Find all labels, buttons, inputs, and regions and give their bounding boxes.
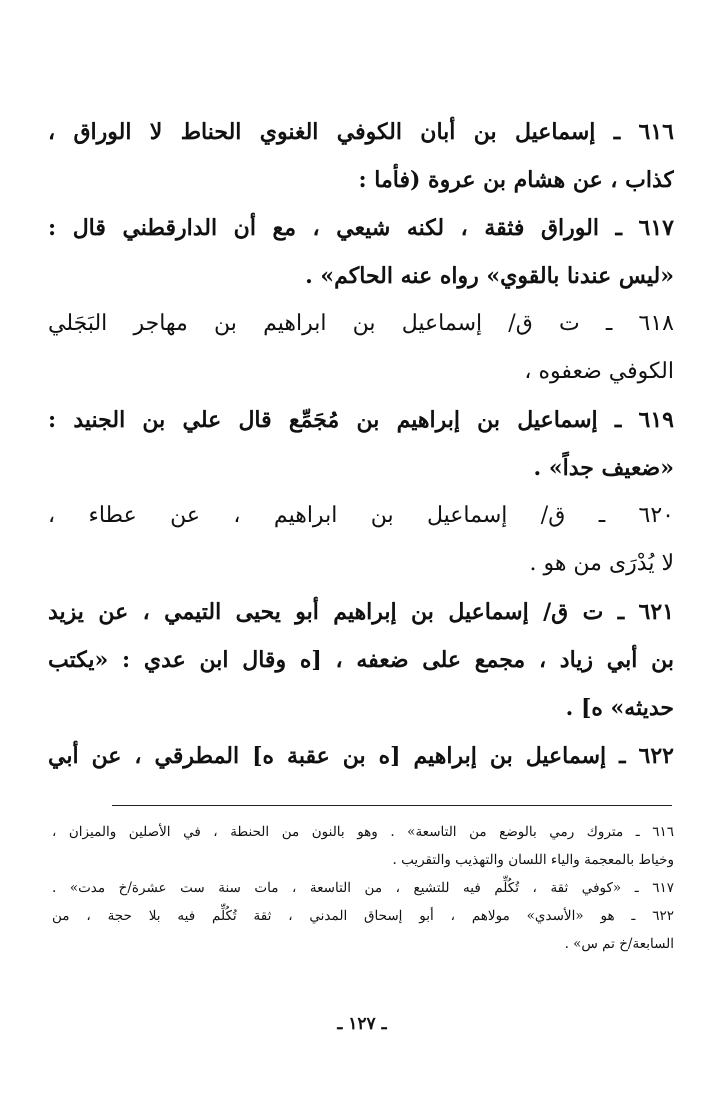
entry-620-line-2: لا يُدْرَى من هو . — [529, 551, 674, 576]
entry-616-line-1: ٦١٦ ـ إسماعيل بن أبان الكوفي الغنوي الحناط لا الوراق ، — [48, 119, 674, 145]
entry-621-line-3: حديثه» ه] . — [565, 695, 674, 721]
footnote-616-line-2: وخياط بالمعجمة والياء اللسان والتهذيب والتقريب . — [392, 852, 674, 868]
footnote-622-line-2: السابعة/خ تم س» . — [564, 936, 674, 952]
entry-617-line-1: ٦١٧ ـ الوراق فثقة ، لكنه شيعي ، مع أن الدارقطني قال : — [48, 215, 674, 241]
footnote-divider — [112, 805, 672, 806]
entry-622-line-1: ٦٢٢ ـ إسماعيل بن إبراهيم [ه بن عقبة ه] المطرقي ، عن أبي — [48, 743, 674, 769]
entry-621-line-2: بن أبي زياد ، مجمع على ضعفه ، [ه وقال ابن عدي : «يكتب — [48, 647, 674, 673]
footnote-616-line-1: ٦١٦ ـ متروك رمي بالوضع من التاسعة» . وهو بالنون من الحنطة ، في الأصلين والميزان ، — [52, 824, 674, 840]
footnotes-section — [52, 818, 674, 958]
entry-618-line-1: ٦١٨ ـ ت ق/ إسماعيل بن ابراهيم بن مهاجر البَجَلي — [48, 311, 674, 336]
page-number: ـ ١٢٧ ـ — [337, 1014, 387, 1034]
entries-section — [48, 108, 674, 780]
entry-618-line-2: الكوفي ضعفوه ، — [524, 359, 674, 384]
entry-619-line-2: «ضعيف جداً» . — [533, 455, 674, 481]
entry-617-line-2: «ليس عندنا بالقوي» رواه عنه الحاكم» . — [305, 263, 674, 289]
footnote-617: ٦١٧ ـ «كوفي ثقة ، تُكُلِّم فيه للتشيع ، من التاسعة ، مات سنة ست عشرة/خ مدت» . — [52, 880, 674, 896]
entry-616-line-2: كذاب ، عن هشام بن عروة (فأما : — [358, 167, 674, 193]
entry-620-line-1: ٦٢٠ ـ ق/ إسماعيل بن ابراهيم ، عن عطاء ، — [48, 503, 674, 528]
footnote-622-line-1: ٦٢٢ ـ هو «الأسدي» مولاهم ، أبو إسحاق المدني ، ثقة تُكُلِّم فيه بلا حجة ، من — [52, 908, 674, 924]
entry-619-line-1: ٦١٩ ـ إسماعيل بن إبراهيم بن مُجَمِّع قال علي بن الجنيد : — [48, 407, 674, 433]
entry-621-line-1: ٦٢١ ـ ت ق/ إسماعيل بن إبراهيم أبو يحيى التيمي ، عن يزيد — [48, 599, 674, 625]
